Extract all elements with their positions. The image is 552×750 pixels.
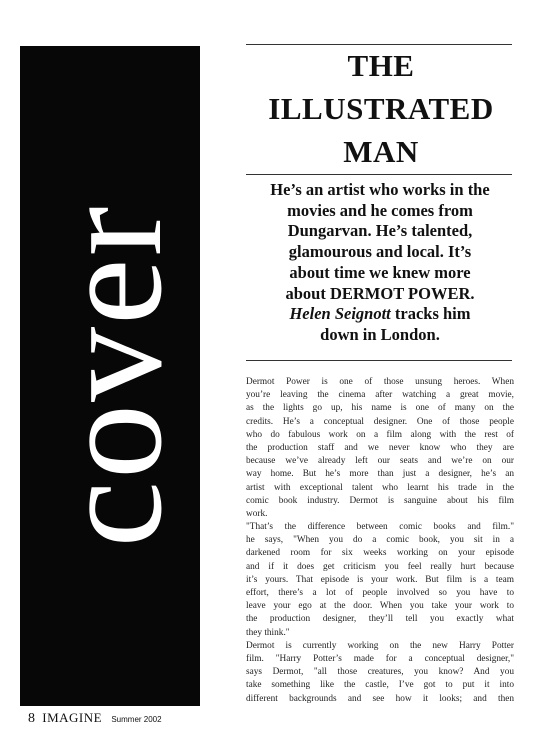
headline-line: MAN	[343, 134, 419, 169]
page-number: 8	[28, 711, 35, 726]
body-line: work.	[246, 508, 268, 519]
body-line: they think."	[246, 627, 290, 638]
standfirst-line: glamourous and local. It’s	[288, 242, 472, 262]
body-line: who do fabulous work on a film along with the rest of	[246, 429, 514, 440]
standfirst-line: Dungarvan. He’s talented,	[287, 221, 473, 241]
body-line: it’s yours. That episode is your work. But film is a team	[246, 574, 514, 585]
standfirst	[240, 180, 520, 346]
byline-author: Helen Seignott	[289, 304, 391, 324]
body-line: and if it does get criticism you feel really hurt because	[246, 561, 514, 572]
body-line: Dermot is currently working on the new Harry Potter	[246, 640, 514, 651]
section-label: cover	[27, 204, 193, 548]
standfirst-line: down in London.	[320, 324, 440, 344]
body-line: darkened room for six weeks working on your episode	[246, 548, 514, 559]
body-line: artist with exceptional talent who learnt his trade in the	[246, 482, 514, 493]
magazine-name: IMAGINE	[42, 710, 103, 725]
body-line: you’re leaving the cinema after watching a great movie,	[246, 390, 514, 401]
body-line: the production staff and we never know who they are	[246, 442, 514, 453]
body-line: film. "Harry Potter’s made for a conceptual designer,"	[246, 653, 514, 664]
issue-date: Summer 2002	[111, 715, 162, 724]
body-line: the production designer, they’ll tell you exactly what	[246, 614, 514, 625]
body-line: effort, there’s a lot of people involved so you have to	[246, 588, 514, 598]
article-body	[246, 376, 514, 706]
body-line: different backgrounds and see how it looks; and then	[246, 693, 514, 704]
body-line: as the lights go up, his name is one of many on the	[246, 403, 514, 414]
body-line: because we’ve already left our seats and we’re on our	[246, 456, 514, 467]
standfirst-line: movies and he comes from	[287, 200, 473, 220]
headline-line: ILLUSTRATED	[268, 91, 494, 126]
standfirst-line: He’s an artist who works in the	[270, 180, 490, 199]
standfirst-line: about time we knew more	[289, 262, 471, 282]
body-line: says Dermot, "all those creatures, you know? And you	[246, 667, 514, 678]
standfirst-rule	[246, 360, 512, 361]
body-line: "That’s the difference between comic books and film."	[246, 522, 514, 533]
body-line: leave your ego at the door. When you take your work to	[246, 601, 514, 612]
body-line: take something like the castle, I’ve got to put it into	[246, 680, 514, 691]
body-line: Dermot Power is one of those unsung heroes. When	[246, 377, 514, 387]
page-footer	[28, 710, 162, 727]
body-line: he says, "When you do a comic book, you sit in a	[246, 535, 514, 546]
body-line: way home. But he’s more than just a designer, he’s an	[246, 469, 514, 480]
byline-text: tracks him	[390, 304, 471, 324]
byline	[240, 304, 520, 325]
headline-rule	[246, 174, 512, 175]
headline	[236, 44, 526, 173]
headline-line: THE	[347, 48, 415, 83]
standfirst-line: about DERMOT POWER.	[285, 283, 475, 303]
body-line: comic book industry. Dermot is sanguine about his film	[246, 495, 514, 506]
body-line: credits. He’s a conceptual designer. One of those people	[246, 416, 514, 427]
